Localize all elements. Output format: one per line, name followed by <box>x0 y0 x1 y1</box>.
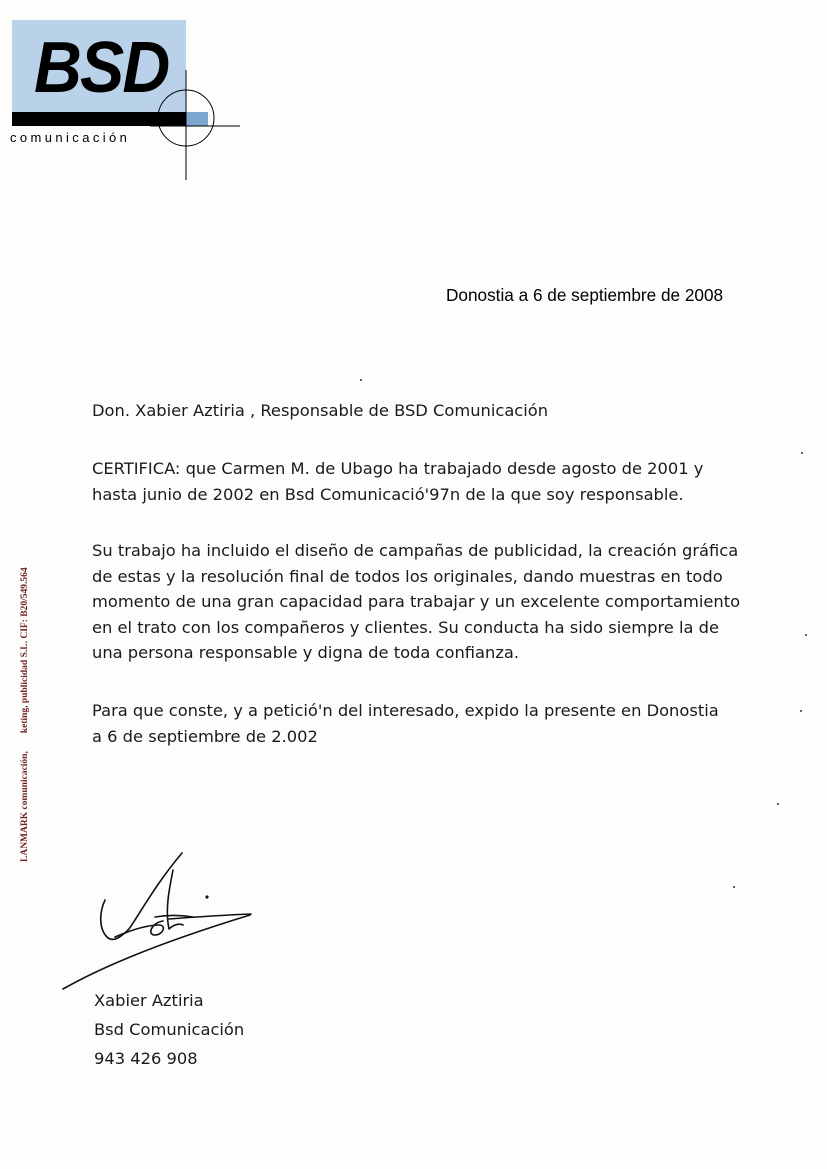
signer-block <box>94 986 244 1073</box>
paragraph-line: CERTIFICA: que Carmen M. de Ubago ha trabajado desde agosto de 2001 y <box>92 459 704 478</box>
signer-phone: 943 426 908 <box>94 1049 198 1068</box>
scan-speck <box>360 379 362 381</box>
signer-name: Xabier Aztiria <box>94 991 204 1010</box>
company-side-stamp <box>20 552 30 862</box>
scan-speck <box>777 803 779 805</box>
side-stamp-right: keting, publicidad S.L. CIF: B20/549.564 <box>20 567 30 734</box>
signer-company: Bsd Comunicación <box>94 1020 245 1039</box>
salutation-line: Don. Xabier Aztiria , Responsable de BSD Comunicación <box>92 401 549 420</box>
scan-speck <box>801 452 803 454</box>
side-stamp-left: LANMARK comunicación, <box>20 751 30 862</box>
handwritten-signature <box>55 845 265 995</box>
paragraph-line: Su trabajo ha incluido el diseño de campañas de publicidad, la creación gráfica <box>92 541 739 560</box>
paragraph-line: una persona responsable y digna de toda confianza. <box>92 643 520 662</box>
paragraph-line: momento de una gran capacidad para trabajar y un excelente comportamiento <box>92 592 741 611</box>
paragraph-line: a 6 de septiembre de 2.002 <box>92 726 318 746</box>
work-description-paragraph <box>92 538 740 666</box>
letter-date: Donostia a 6 de septiembre de 2008 <box>446 285 724 305</box>
logo-tagline: comunicación <box>10 130 131 145</box>
company-logo <box>0 0 245 185</box>
scan-speck <box>805 634 807 636</box>
logo-wordmark: BSD <box>34 28 169 108</box>
paragraph-line: hasta junio de 2002 en Bsd Comunicació'97n de la que soy responsable. <box>92 484 684 504</box>
closing-paragraph <box>92 698 719 749</box>
logo-crosshair-icon <box>0 0 245 185</box>
scan-speck <box>733 886 735 888</box>
certification-paragraph <box>92 456 703 507</box>
paragraph-line: en el trato con los compañeros y clientes. Su conducta ha sido siempre la de <box>92 617 720 637</box>
paragraph-line: Para que conste, y a petició'n del interesado, expido la presente en Donostia <box>92 701 719 720</box>
letter-salutation <box>92 398 548 424</box>
scan-speck <box>800 710 802 712</box>
paragraph-line: de estas y la resolución final de todos los originales, dando muestras en todo <box>92 566 723 586</box>
